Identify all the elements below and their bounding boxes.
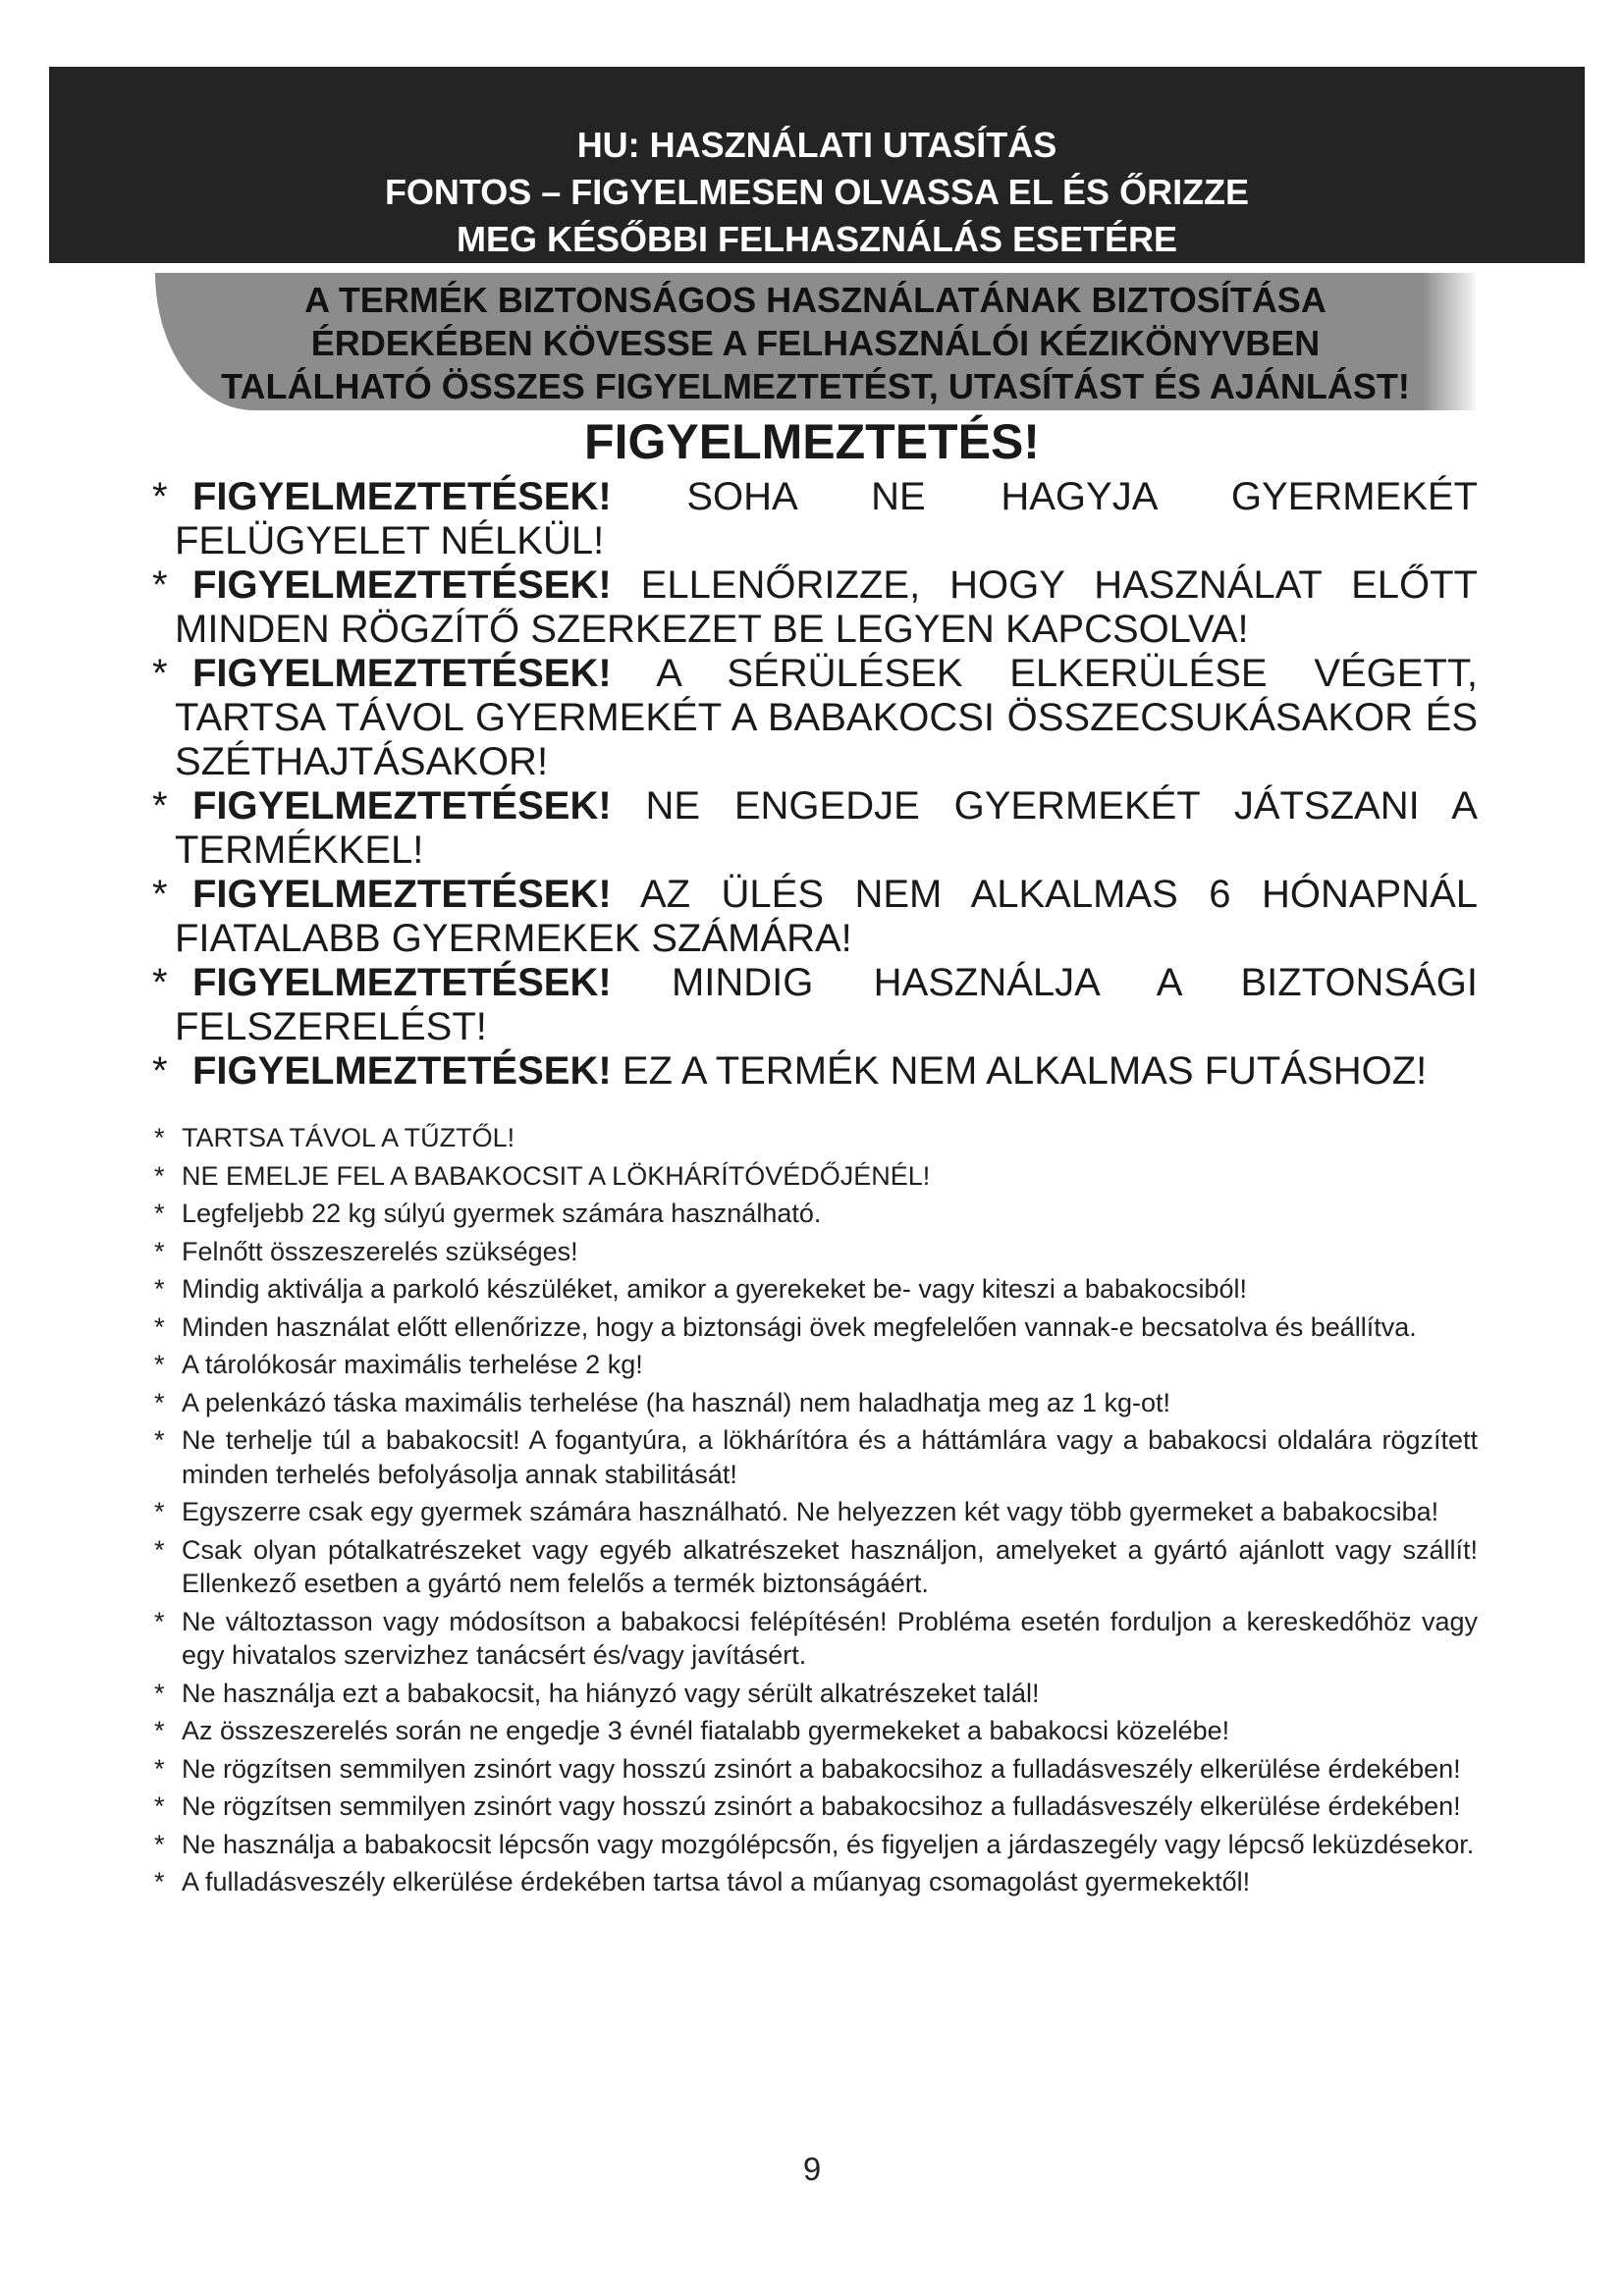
bullet-star: *	[154, 1236, 165, 1266]
bullet-star: *	[152, 961, 168, 1004]
minor-warning-text: Ne rögzítsen semmilyen zsinórt vagy hosszú zsinórt a babakocsihoz a fulladásveszély elkerülése érdekében!	[182, 1791, 1461, 1821]
header-line-2: FONTOS – FIGYELMESEN OLVASSA EL ÉS ŐRIZZE	[384, 172, 1250, 212]
minor-warning-text: Ne változtasson vagy módosítson a babakocsi felépítésén! Probléma esetén forduljon a kereskedőhöz vagy egy hivatalos szervizhez tanácsért és/vagy javításért.	[182, 1606, 1478, 1670]
bullet-star: *	[154, 1123, 165, 1152]
warning-text: AZ ÜLÉS NEM ALKALMAS 6 HÓNAPNÁL FIATALABB GYERMEKEK SZÁMÁRA!	[175, 873, 1478, 960]
minor-warning-text: Ne használja a babakocsit lépcsőn vagy mozgólépcsőn, és figyeljen a járdaszegély vagy lépcső leküzdésekor.	[182, 1829, 1475, 1859]
major-warning-item	[152, 563, 1478, 652]
bullet-star: *	[154, 1274, 165, 1304]
banner-line-1: A TERMÉK BIZTONSÁGOS HASZNÁLATÁNAK BIZTOSÍTÁSA	[304, 280, 1326, 320]
warning-text: A SÉRÜLÉSEK ELKERÜLÉSE VÉGETT, TARTSA TÁVOL GYERMEKÉT A BABAKOCSI ÖSSZECSUKÁSAKOR ÉS SZÉTHAJTÁSAKOR!	[175, 652, 1479, 783]
minor-warning-text: Legfeljebb 22 kg súlyú gyermek számára használható.	[182, 1199, 822, 1228]
warning-lead: FIGYELMEZTETÉSEK!	[192, 784, 612, 828]
major-warning-item	[152, 475, 1478, 563]
bullet-star: *	[152, 1049, 168, 1093]
minor-warning-text: Ne használja ezt a babakocsit, ha hiányzó vagy sérült alkatrészeket talál!	[182, 1678, 1040, 1708]
minor-warning-text: TARTSA TÁVOL A TŰZTŐL!	[182, 1123, 515, 1152]
warning-text: SOHA NE HAGYJA GYERMEKÉT FELÜGYELET NÉLKÜL!	[175, 475, 1478, 562]
bullet-star: *	[154, 1425, 165, 1455]
minor-warning-item	[152, 1789, 1478, 1824]
safety-banner	[155, 273, 1476, 410]
warning-text: MINDIG HASZNÁLJA A BIZTONSÁGI FELSZERELÉST!	[175, 961, 1478, 1048]
warning-text: EZ A TERMÉK NEM ALKALMAS FUTÁSHOZ!	[622, 1049, 1428, 1093]
bullet-star: *	[154, 1606, 165, 1636]
minor-warning-item	[152, 1495, 1478, 1529]
major-warning-item	[152, 961, 1478, 1049]
warning-lead: FIGYELMEZTETÉSEK!	[192, 1049, 612, 1093]
minor-warning-text: Ne terhelje túl a babakocsit! A fogantyúra, a lökhárítóra és a háttámlára vagy a babakocsi oldalára rögzített minden terhelés befolyásolja annak stabilitását!	[182, 1425, 1478, 1489]
banner-line-3: TALÁLHATÓ ÖSSZES FIGYELMEZTETÉST, UTASÍTÁST ÉS AJÁNLÁST!	[221, 366, 1410, 406]
bullet-star: *	[154, 1311, 165, 1342]
major-warnings-list	[152, 475, 1478, 1094]
minor-warning-item	[152, 1272, 1478, 1307]
bullet-star: *	[154, 1829, 165, 1859]
minor-warning-text: A fulladásveszély elkerülése érdekében tartsa távol a műanyag csomagolást gyermekektől!	[182, 1867, 1251, 1896]
bullet-star: *	[152, 873, 168, 916]
bullet-star: *	[154, 1753, 165, 1784]
header-line-3: MEG KÉSŐBBI FELHASZNÁLÁS ESETÉRE	[456, 219, 1178, 259]
minor-warning-text: Minden használat előtt ellenőrizze, hogy a biztonsági övek megfelelően vannak-e becsatolva és beállítva.	[182, 1311, 1417, 1342]
bullet-star: *	[154, 1497, 165, 1526]
bullet-star: *	[152, 784, 168, 828]
bullet-star: *	[154, 1350, 165, 1379]
minor-warning-item	[152, 1159, 1478, 1194]
minor-warnings-list	[152, 1121, 1478, 1903]
minor-warning-item	[152, 1348, 1478, 1382]
page-number: 9	[802, 2151, 822, 2187]
minor-warning-item	[152, 1714, 1478, 1748]
minor-warning-text: Ne rögzítsen semmilyen zsinórt vagy hosszú zsinórt a babakocsihoz a fulladásveszély elkerülése érdekében!	[182, 1753, 1461, 1784]
bullet-star: *	[154, 1160, 165, 1191]
minor-warning-text: Felnőtt összeszerelés szükséges!	[182, 1236, 578, 1266]
warning-lead: FIGYELMEZTETÉSEK!	[192, 475, 612, 518]
major-warning-item	[152, 652, 1478, 784]
warning-text: ELLENŐRIZZE, HOGY HASZNÁLAT ELŐTT MINDEN RÖGZÍTŐ SZERKEZET BE LEGYEN KAPCSOLVA!	[175, 563, 1478, 651]
minor-warning-item	[152, 1865, 1478, 1899]
minor-warning-item	[152, 1386, 1478, 1420]
major-warning-item	[152, 784, 1478, 873]
bullet-star: *	[154, 1387, 165, 1417]
bullet-star: *	[154, 1678, 165, 1708]
warning-text: NE ENGEDJE GYERMEKÉT JÁTSZANI A TERMÉKKEL!	[175, 784, 1478, 872]
minor-warning-item	[152, 1752, 1478, 1787]
minor-warning-item	[152, 1197, 1478, 1231]
bullet-star: *	[154, 1534, 165, 1565]
banner-fade-edge	[1422, 273, 1490, 410]
minor-warning-item	[152, 1605, 1478, 1673]
bullet-star: *	[152, 563, 168, 607]
minor-warning-item	[152, 1235, 1478, 1269]
minor-warning-item	[152, 1310, 1478, 1345]
minor-warning-item	[152, 1828, 1478, 1862]
minor-warning-text: Mindig aktiválja a parkoló készüléket, amikor a gyerekeket be- vagy kiteszi a babakocsiból!	[182, 1274, 1248, 1304]
manual-header	[49, 67, 1585, 263]
header-line-1: HU: HASZNÁLATI UTASÍTÁS	[576, 125, 1057, 165]
minor-warning-text: Egyszerre csak egy gyermek számára használható. Ne helyezzen két vagy több gyermeket a babakocsiba!	[182, 1497, 1439, 1526]
warning-lead: FIGYELMEZTETÉSEK!	[192, 652, 612, 695]
bullet-star: *	[154, 1716, 165, 1745]
minor-warning-item	[152, 1677, 1478, 1711]
banner-line-2: ÉRDEKÉBEN KÖVESSE A FELHASZNÁLÓI KÉZIKÖNYVBEN	[310, 323, 1321, 363]
minor-warning-item	[152, 1533, 1478, 1601]
bullet-star: *	[154, 1199, 165, 1228]
minor-warning-item	[152, 1121, 1478, 1155]
page-title: FIGYELMEZTETÉS!	[584, 414, 1040, 469]
minor-warning-text: Csak olyan pótalkatrészeket vagy egyéb alkatrészeket használjon, amelyeket a gyártó ajánlott vagy szállít! Ellenkező esetben a gyártó nem felelős a termék biztonságáért.	[182, 1534, 1478, 1598]
major-warning-item	[152, 1049, 1478, 1094]
bullet-star: *	[152, 652, 168, 695]
bullet-star: *	[154, 1867, 165, 1896]
warning-lead: FIGYELMEZTETÉSEK!	[192, 563, 612, 607]
minor-warning-text: NE EMELJE FEL A BABAKOCSIT A LÖKHÁRÍTÓVÉDŐJÉNÉL!	[182, 1160, 931, 1191]
major-warning-item	[152, 873, 1478, 961]
minor-warning-text: A tárolókosár maximális terhelése 2 kg!	[182, 1350, 643, 1379]
bullet-star: *	[154, 1791, 165, 1821]
bullet-star: *	[152, 475, 168, 518]
warning-lead: FIGYELMEZTETÉSEK!	[192, 873, 612, 916]
minor-warning-item	[152, 1423, 1478, 1491]
minor-warning-text: A pelenkázó táska maximális terhelése (ha használ) nem haladhatja meg az 1 kg-ot!	[182, 1387, 1171, 1417]
warning-lead: FIGYELMEZTETÉSEK!	[192, 961, 612, 1004]
minor-warning-text: Az összeszerelés során ne engedje 3 évnél fiatalabb gyermekeket a babakocsi közelébe!	[182, 1716, 1230, 1745]
